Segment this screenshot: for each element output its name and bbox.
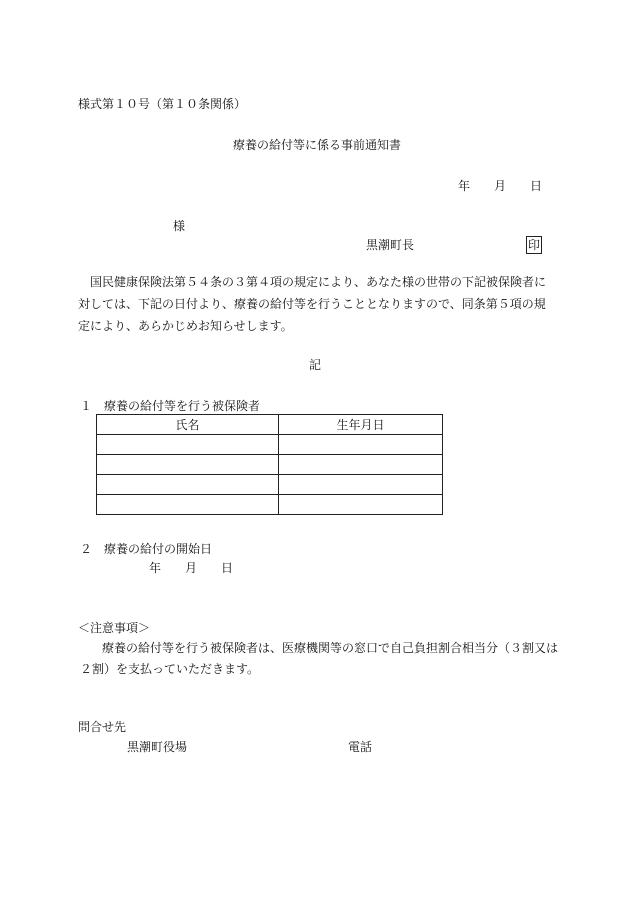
table-row (97, 455, 443, 475)
table-row (97, 495, 443, 515)
body-text: 国民健康保険法第５４条の３第４項の規定により、あなた様の世帯の下記被保険者に対しては、下記の日付より、療養の給付等を行うこととなりますので、同条第５項の規定により、あらかじめお知らせします。 (78, 275, 547, 333)
table-row (97, 475, 443, 495)
table-row (97, 435, 443, 455)
table-cell-name (97, 495, 279, 515)
start-date-year-label: 年 (149, 561, 162, 575)
seal-box (526, 236, 542, 254)
table-cell-birthdate (279, 495, 443, 515)
addressee-suffix: 様 (173, 219, 186, 233)
notes-line-1: 療養の給付等を行う被保険者は、医療機関等の窓口で自己負担割合相当分（３割又は (102, 641, 559, 655)
date-year-label: 年 (458, 179, 471, 193)
table-cell-birthdate (279, 435, 443, 455)
contact-heading: 問合せ先 (78, 720, 127, 734)
start-date-month-label: 月 (185, 561, 198, 575)
table-cell-name (97, 455, 279, 475)
insured-persons-table (96, 414, 443, 515)
date-month-label: 月 (494, 179, 507, 193)
notes-heading: ＜注意事項＞ (78, 621, 151, 635)
section1-heading: １ 療養の給付等を行う被保険者 (80, 399, 261, 413)
contact-office: 黒潮町役場 (127, 740, 188, 754)
document-title: 療養の給付等に係る事前通知書 (233, 138, 402, 152)
form-number: 様式第１０号（第１０条関係） (78, 97, 247, 111)
contact-phone-label: 電話 (348, 740, 373, 754)
table-header-row (97, 415, 443, 435)
table-cell-name (97, 435, 279, 455)
table-cell-birthdate (279, 475, 443, 495)
date-day-label: 日 (530, 179, 543, 193)
section2-heading: ２ 療養の給付の開始日 (80, 542, 213, 556)
column-header-name: 氏名 (97, 415, 279, 435)
ki-label: 記 (309, 358, 322, 372)
issuer-name: 黒潮町長 (366, 238, 415, 252)
start-date-day-label: 日 (221, 561, 234, 575)
column-header-birthdate: 生年月日 (279, 415, 443, 435)
table-cell-birthdate (279, 455, 443, 475)
seal-mark: 印 (528, 238, 541, 252)
table-cell-name (97, 475, 279, 495)
notes-line-2: ２割）を支払っていただきます。 (80, 662, 260, 676)
